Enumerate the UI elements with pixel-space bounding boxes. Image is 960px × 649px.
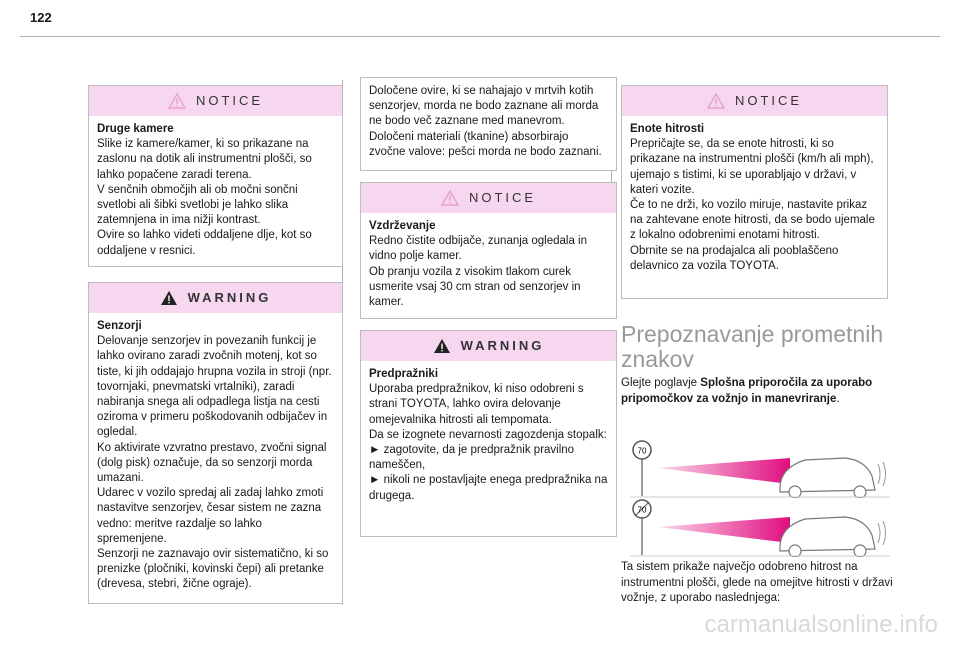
- notice-label: NOTICE: [734, 93, 803, 109]
- caution-icon: [168, 93, 186, 109]
- watermark-logo: carmanualsonline.info: [704, 611, 938, 638]
- notice-text: Prepričajte se, da se enote hitrosti, ki so prikazane na instrumentni plošči (km/h ali mph), ujemajo s tistimi, ki se uporabljajo v državi, v kateri vozite. Če to ne drži, ko vozilo miruje, nastavite prikaz na zahtevane enote hitrosti, da se bodo ujemale z lokalno odobrenimi enotami hitrosti. Obrnite se na prodajalca ali pooblaščeno delavnico za vozila TOYOTA.: [630, 138, 875, 272]
- notice-label: NOTICE: [468, 190, 537, 206]
- notice-text: Slike iz kamere/kamer, ki so prikazane na zaslonu na dotik ali instrumentni plošči, so lahko popačene zaradi terena. V senčnih območjih ali ob močni sončni svetlobi ali šibki svetlobi je lahko slika zatemnjena in ima nižji kontrast. Ovire so lahko videti oddaljene dlje, kot so oddaljene v resnici.: [97, 138, 312, 257]
- warning-title: Senzorji: [97, 320, 142, 332]
- intro-suffix: .: [836, 392, 840, 405]
- warning-box-mats: [360, 330, 617, 537]
- notice-header: [622, 86, 887, 116]
- warning-box-sensors: [88, 282, 343, 604]
- notice-title: Enote hitrosti: [630, 123, 705, 135]
- warning-title: Predpražniki: [369, 368, 439, 380]
- continuation-text: Določene ovire, ki se nahajajo v mrtvih kotih senzorjev, morda ne bodo zaznane ali morda ne bodo več zaznane med manevrom. Določeni materiali (tkanine) absorbirajo zvočne valove: pešci morda ne bodo zaznani.: [369, 85, 602, 158]
- warning-header: [89, 283, 342, 313]
- page-number: 122: [30, 10, 52, 25]
- section-intro: [621, 376, 891, 407]
- notice-text: Redno čistite odbijače, zunanja ogledala in vidno polje kamer. Ob pranju vozila z visokim tlakom curek usmerite vsaj 30 cm stran od senzorjev in kamer.: [369, 235, 588, 309]
- caution-icon: [441, 190, 459, 206]
- notice-title: Druge kamere: [97, 123, 174, 135]
- notice-header: [89, 86, 342, 116]
- speed-sign-label: 70: [637, 446, 647, 456]
- warning-label: WARNING: [460, 338, 545, 354]
- sign-detection-illustration-2: [630, 497, 890, 557]
- warning-icon: [433, 338, 451, 354]
- top-divider: [20, 36, 940, 37]
- section-title: Prepoznavanje prometnih znakov: [621, 321, 884, 372]
- notice-header: [361, 183, 616, 213]
- intro-prefix: Glejte poglavje: [621, 377, 701, 389]
- intro-chapter-link: Splošna priporočila za uporabo pripomočkov za vožnjo in manevriranje: [621, 377, 873, 405]
- warning-header: [361, 331, 616, 361]
- speed-sign-label: 70: [637, 505, 647, 515]
- notice-box-maintenance: [360, 182, 617, 319]
- caution-icon: [707, 93, 725, 109]
- notice-title: Vzdrževanje: [369, 220, 436, 232]
- notice-label: NOTICE: [195, 93, 264, 109]
- continuation-box: [360, 77, 617, 171]
- warning-text: Delovanje senzorjev in povezanih funkcij je lahko ovirano zaradi zvočnih motenj, kot so tiste, ki jih oddajajo hrupna vozila in stroji (npr. tovornjaki, pnevmatski vrtalniki), zaradi nabiranja snega ali odpadlega listja na cesti oziroma v primeru poškodovanih odbijačev in ogledal. Ko aktivirate vzvratno prestavo, zvočni signal (dolg pisk) označuje, da so senzorji morda umazani. Udarec v vozilo spredaj ali zadaj lahko zmoti nastavitve senzorjev, česar sistem ne zazna vedno: meritve razdalje so lahko spremenjene. Senzorji ne zaznavajo ovir sistematično, ki so prenizke (pločniki, kovinski čepi) ali pretanke (drevesa, stebri, žične ograje).: [97, 335, 332, 591]
- section-caption: Ta sistem prikaže največjo odobreno hitrost na instrumentni plošči, glede na omejitve hitrosti v državi vožnje, z uporabo naslednjega:: [621, 561, 893, 604]
- warning-label: WARNING: [187, 290, 272, 306]
- warning-text: Uporaba predpražnikov, ki niso odobreni s strani TOYOTA, lahko ovira delovanje omejevalnika hitrosti ali tempomata. Da se izognete nevarnosti zagozdenja stopalk: ► zagotovite, da je predpražnik pravilno nameščen, ► nikoli ne postavljajte enega predpražnika na drugega.: [369, 383, 608, 502]
- notice-box-speed-units: [621, 85, 888, 299]
- warning-icon: [160, 290, 178, 306]
- notice-box-cameras: [88, 85, 343, 267]
- sign-detection-illustration-1: [630, 438, 890, 498]
